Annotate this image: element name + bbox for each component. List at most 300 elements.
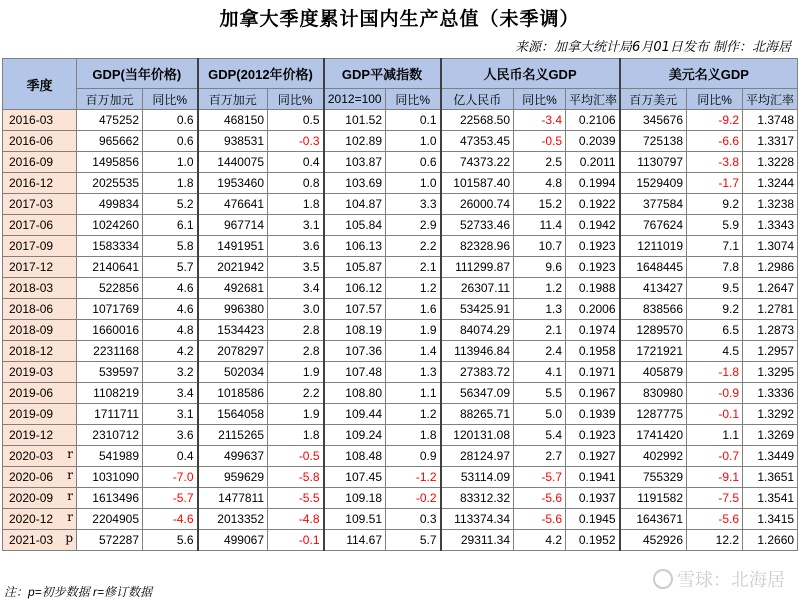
quarter-label: 2016-03 <box>9 113 54 127</box>
data-cell: 1741420 <box>620 425 687 446</box>
quarter-label: 2018-09 <box>9 323 54 337</box>
data-cell: 1108219 <box>77 383 143 404</box>
data-cell: 2.8 <box>268 341 324 362</box>
table-row <box>3 383 798 404</box>
data-cell: 1130797 <box>620 152 687 173</box>
data-cell: 103.87 <box>324 152 386 173</box>
data-cell: 1.0 <box>386 131 441 152</box>
data-cell: 1031090 <box>77 467 143 488</box>
data-cell: 0.2106 <box>566 110 620 131</box>
quarter-label: 2017-09 <box>9 239 54 253</box>
data-cell: 1.3336 <box>743 383 798 404</box>
quarter-cell <box>3 215 77 236</box>
data-cell: 2021942 <box>198 257 268 278</box>
data-cell: 0.1923 <box>566 236 620 257</box>
data-cell: 101.52 <box>324 110 386 131</box>
data-cell: -4.8 <box>268 509 324 530</box>
quarter-cell <box>3 278 77 299</box>
data-cell: 1.2647 <box>743 278 798 299</box>
watermark-text: 雪球：北海居 <box>677 570 785 591</box>
data-cell: 0.8 <box>268 173 324 194</box>
data-cell: 22568.50 <box>441 110 514 131</box>
quarter-cell <box>3 383 77 404</box>
quarter-cell <box>3 131 77 152</box>
data-cell: 1.3295 <box>743 362 798 383</box>
data-cell: 0.4 <box>268 152 324 173</box>
table-row <box>3 488 798 509</box>
data-cell: 1.9 <box>268 404 324 425</box>
data-cell: 9.6 <box>514 257 566 278</box>
data-cell: 0.1923 <box>566 257 620 278</box>
quarter-label: 2019-12 <box>9 428 54 442</box>
data-cell: 2.4 <box>514 341 566 362</box>
data-cell: 3.2 <box>143 362 198 383</box>
data-cell: 2.2 <box>268 383 324 404</box>
data-cell: 1191582 <box>620 488 687 509</box>
quarter-cell <box>3 509 77 530</box>
table-row <box>3 215 798 236</box>
data-cell: 3.4 <box>143 383 198 404</box>
table-row <box>3 320 798 341</box>
data-cell: -1.8 <box>687 362 743 383</box>
quarter-cell <box>3 341 77 362</box>
quarter-cell <box>3 467 77 488</box>
data-cell: 0.1994 <box>566 173 620 194</box>
subheader-cell: 同比% <box>268 89 324 110</box>
data-cell: 1.3415 <box>743 509 798 530</box>
data-cell: 1.8 <box>268 425 324 446</box>
data-cell: 1.6 <box>386 299 441 320</box>
data-cell: 5.0 <box>514 404 566 425</box>
data-cell: -1.7 <box>687 173 743 194</box>
data-cell: -0.5 <box>268 446 324 467</box>
data-cell: 4.8 <box>514 173 566 194</box>
data-cell: 1.2781 <box>743 299 798 320</box>
data-cell: 56347.09 <box>441 383 514 404</box>
data-cell: 47353.45 <box>441 131 514 152</box>
data-cell: 476641 <box>198 194 268 215</box>
data-cell: 1564058 <box>198 404 268 425</box>
data-cell: 499637 <box>198 446 268 467</box>
quarter-cell <box>3 488 77 509</box>
data-cell: 3.5 <box>268 257 324 278</box>
data-cell: 959629 <box>198 467 268 488</box>
data-cell: 2231168 <box>77 341 143 362</box>
data-cell: 111299.87 <box>441 257 514 278</box>
data-cell: 0.6 <box>143 110 198 131</box>
table-row <box>3 362 798 383</box>
quarter-label: 2019-06 <box>9 386 54 400</box>
data-cell: 26307.11 <box>441 278 514 299</box>
data-cell: 1953460 <box>198 173 268 194</box>
quarter-label: 2020-09 <box>9 491 54 505</box>
data-cell: 0.9 <box>386 446 441 467</box>
subheader-cell: 同比% <box>143 89 198 110</box>
quarter-cell <box>3 404 77 425</box>
data-cell: 6.5 <box>687 320 743 341</box>
data-cell: 6.1 <box>143 215 198 236</box>
subheader-cell: 2012=100 <box>324 89 386 110</box>
data-cell: -5.7 <box>143 488 198 509</box>
data-cell: 996380 <box>198 299 268 320</box>
table-row <box>3 131 798 152</box>
data-cell: 5.6 <box>143 530 198 551</box>
data-cell: 9.2 <box>687 194 743 215</box>
header-gdp-usd: 美元名义GDP <box>620 59 798 89</box>
subheader-cell: 同比% <box>514 89 566 110</box>
data-cell: 1.3541 <box>743 488 798 509</box>
data-cell: 1.9 <box>386 320 441 341</box>
gdp-table <box>2 58 798 551</box>
data-cell: -0.5 <box>514 131 566 152</box>
data-cell: 2078297 <box>198 341 268 362</box>
data-cell: 103.69 <box>324 173 386 194</box>
data-cell: 755329 <box>620 467 687 488</box>
data-cell: -0.2 <box>386 488 441 509</box>
data-cell: 2025535 <box>77 173 143 194</box>
table-row <box>3 404 798 425</box>
data-cell: 1.3343 <box>743 215 798 236</box>
data-cell: 2.2 <box>386 236 441 257</box>
data-cell: 2204905 <box>77 509 143 530</box>
data-cell: 3.1 <box>268 215 324 236</box>
data-cell: 0.1967 <box>566 383 620 404</box>
data-cell: -0.9 <box>687 383 743 404</box>
data-cell: 1.2 <box>514 278 566 299</box>
quarter-cell <box>3 299 77 320</box>
data-cell: 3.0 <box>268 299 324 320</box>
data-cell: 1.3269 <box>743 425 798 446</box>
data-cell: 725138 <box>620 131 687 152</box>
header-gdp-2012: GDP(2012年价格) <box>198 59 324 89</box>
data-cell: 0.1958 <box>566 341 620 362</box>
data-cell: 107.36 <box>324 341 386 362</box>
data-cell: 1495856 <box>77 152 143 173</box>
data-cell: 767624 <box>620 215 687 236</box>
quarter-cell <box>3 257 77 278</box>
quarter-cell <box>3 530 77 551</box>
data-cell: 52733.46 <box>441 215 514 236</box>
data-cell: 0.2039 <box>566 131 620 152</box>
data-cell: 1.8 <box>143 173 198 194</box>
data-cell: -1.2 <box>386 467 441 488</box>
data-cell: 0.1942 <box>566 215 620 236</box>
data-cell: 967714 <box>198 215 268 236</box>
data-cell: 4.2 <box>514 530 566 551</box>
data-cell: 1.2 <box>386 404 441 425</box>
data-cell: 1287775 <box>620 404 687 425</box>
quarter-label: 2017-12 <box>9 260 54 274</box>
revision-flag: r <box>67 510 73 524</box>
watermark <box>653 566 785 592</box>
data-cell: 2013352 <box>198 509 268 530</box>
footnote: 注：p=初步数据 r=修订数据 <box>4 585 153 599</box>
data-cell: 84074.29 <box>441 320 514 341</box>
data-cell: 105.87 <box>324 257 386 278</box>
data-cell: -3.4 <box>514 110 566 131</box>
quarter-label: 2016-06 <box>9 134 54 148</box>
quarter-label: 2019-03 <box>9 365 54 379</box>
data-cell: 1.3 <box>514 299 566 320</box>
data-cell: 5.8 <box>143 236 198 257</box>
data-cell: -4.6 <box>143 509 198 530</box>
data-cell: -0.1 <box>687 404 743 425</box>
data-cell: 101587.40 <box>441 173 514 194</box>
subheader-cell: 百万美元 <box>620 89 687 110</box>
data-cell: 413427 <box>620 278 687 299</box>
data-cell: 28124.97 <box>441 446 514 467</box>
data-cell: 104.87 <box>324 194 386 215</box>
subheader-cell: 平均汇率 <box>743 89 798 110</box>
header-gdp-deflator: GDP平减指数 <box>324 59 441 89</box>
data-cell: 5.7 <box>386 530 441 551</box>
data-cell: 1583334 <box>77 236 143 257</box>
data-cell: 11.4 <box>514 215 566 236</box>
data-cell: 108.19 <box>324 320 386 341</box>
data-cell: 5.2 <box>143 194 198 215</box>
data-cell: 88265.71 <box>441 404 514 425</box>
data-cell: 4.1 <box>514 362 566 383</box>
data-cell: 2.1 <box>386 257 441 278</box>
data-cell: 1711711 <box>77 404 143 425</box>
data-cell: 1.9 <box>268 362 324 383</box>
data-cell: -5.7 <box>514 467 566 488</box>
data-cell: 1.1 <box>687 425 743 446</box>
data-cell: 2140641 <box>77 257 143 278</box>
subheader-cell: 同比% <box>386 89 441 110</box>
data-cell: -5.8 <box>268 467 324 488</box>
data-cell: -0.3 <box>268 131 324 152</box>
data-cell: -5.6 <box>687 509 743 530</box>
data-cell: 0.1937 <box>566 488 620 509</box>
quarter-label: 2016-12 <box>9 176 54 190</box>
data-cell: 345676 <box>620 110 687 131</box>
data-cell: 2115265 <box>198 425 268 446</box>
data-cell: 1.3748 <box>743 110 798 131</box>
table-row <box>3 509 798 530</box>
quarter-cell <box>3 446 77 467</box>
data-cell: 475252 <box>77 110 143 131</box>
data-cell: 113374.34 <box>441 509 514 530</box>
quarter-label: 2020-03 <box>9 449 54 463</box>
data-cell: 9.5 <box>687 278 743 299</box>
table-row <box>3 341 798 362</box>
data-cell: 82328.96 <box>441 236 514 257</box>
data-cell: 113946.84 <box>441 341 514 362</box>
header-gdp-current: GDP(当年价格) <box>77 59 198 89</box>
quarter-label: 2017-06 <box>9 218 54 232</box>
data-cell: 107.45 <box>324 467 386 488</box>
data-cell: 5.4 <box>514 425 566 446</box>
data-cell: 1.2 <box>386 278 441 299</box>
table-row <box>3 467 798 488</box>
data-cell: 3.3 <box>386 194 441 215</box>
data-cell: 1.3238 <box>743 194 798 215</box>
data-cell: 4.2 <box>143 341 198 362</box>
data-cell: 522856 <box>77 278 143 299</box>
data-cell: 1.3449 <box>743 446 798 467</box>
subheader-cell: 平均汇率 <box>566 89 620 110</box>
data-cell: 3.6 <box>268 236 324 257</box>
quarter-label: 2017-03 <box>9 197 54 211</box>
data-cell: 83312.32 <box>441 488 514 509</box>
revision-flag: r <box>67 447 73 461</box>
data-cell: 108.48 <box>324 446 386 467</box>
data-cell: 1.3317 <box>743 131 798 152</box>
data-cell: 109.51 <box>324 509 386 530</box>
data-cell: 27383.72 <box>441 362 514 383</box>
data-cell: 1.4 <box>386 341 441 362</box>
data-cell: 74373.22 <box>441 152 514 173</box>
subheader-cell: 亿人民币 <box>441 89 514 110</box>
data-cell: 0.3 <box>386 509 441 530</box>
table-row <box>3 278 798 299</box>
data-cell: 2.5 <box>514 152 566 173</box>
data-cell: 938531 <box>198 131 268 152</box>
data-cell: 1018586 <box>198 383 268 404</box>
data-cell: 1534423 <box>198 320 268 341</box>
data-cell: 1648445 <box>620 257 687 278</box>
data-cell: 5.9 <box>687 215 743 236</box>
data-cell: 502034 <box>198 362 268 383</box>
data-cell: 1.3074 <box>743 236 798 257</box>
source-note: 来源：加拿大统计局6月01日发布 制作：北海居 <box>515 40 791 55</box>
revision-flag: r <box>67 468 73 482</box>
table-body <box>3 110 798 551</box>
table-header <box>3 59 798 110</box>
data-cell: 0.1974 <box>566 320 620 341</box>
table-row <box>3 299 798 320</box>
data-cell: 1.3292 <box>743 404 798 425</box>
data-cell: 107.57 <box>324 299 386 320</box>
data-cell: 5.5 <box>514 383 566 404</box>
data-cell: -9.2 <box>687 110 743 131</box>
data-cell: 4.6 <box>143 278 198 299</box>
data-cell: 120131.08 <box>441 425 514 446</box>
quarter-cell <box>3 320 77 341</box>
data-cell: 541989 <box>77 446 143 467</box>
data-cell: 539597 <box>77 362 143 383</box>
data-cell: 0.1988 <box>566 278 620 299</box>
data-cell: 1.0 <box>143 152 198 173</box>
data-cell: 2.1 <box>514 320 566 341</box>
data-cell: 1643671 <box>620 509 687 530</box>
quarter-label: 2021-03 <box>9 533 54 547</box>
snowball-logo-icon <box>653 569 673 589</box>
data-cell: 1.8 <box>268 194 324 215</box>
gdp-table-container <box>2 58 797 551</box>
data-cell: 0.1927 <box>566 446 620 467</box>
data-cell: 1491951 <box>198 236 268 257</box>
header-quarter: 季度 <box>3 59 77 110</box>
data-cell: 2.9 <box>386 215 441 236</box>
data-cell: 0.1923 <box>566 425 620 446</box>
quarter-label: 2020-12 <box>9 512 54 526</box>
data-cell: -5.6 <box>514 509 566 530</box>
data-cell: 3.1 <box>143 404 198 425</box>
data-cell: 1.8 <box>386 425 441 446</box>
data-cell: 1.0 <box>386 173 441 194</box>
data-cell: 0.1922 <box>566 194 620 215</box>
data-cell: 1.1 <box>386 383 441 404</box>
data-cell: 468150 <box>198 110 268 131</box>
table-row <box>3 446 798 467</box>
data-cell: 1289570 <box>620 320 687 341</box>
data-cell: 7.1 <box>687 236 743 257</box>
data-cell: 26000.74 <box>441 194 514 215</box>
data-cell: 0.5 <box>268 110 324 131</box>
data-cell: 7.8 <box>687 257 743 278</box>
subheader-cell: 同比% <box>687 89 743 110</box>
data-cell: 0.1945 <box>566 509 620 530</box>
subheader-cell: 百万加元 <box>77 89 143 110</box>
quarter-label: 2018-06 <box>9 302 54 316</box>
data-cell: 109.44 <box>324 404 386 425</box>
data-cell: 15.2 <box>514 194 566 215</box>
data-cell: -9.1 <box>687 467 743 488</box>
data-cell: 499834 <box>77 194 143 215</box>
quarter-cell <box>3 110 77 131</box>
data-cell: -3.8 <box>687 152 743 173</box>
data-cell: 3.6 <box>143 425 198 446</box>
revision-flag: p <box>65 531 73 545</box>
data-cell: 838566 <box>620 299 687 320</box>
data-cell: 1.2660 <box>743 530 798 551</box>
data-cell: 53425.91 <box>441 299 514 320</box>
data-cell: 0.1939 <box>566 404 620 425</box>
table-row <box>3 257 798 278</box>
data-cell: 1477811 <box>198 488 268 509</box>
table-row <box>3 173 798 194</box>
data-cell: 109.24 <box>324 425 386 446</box>
table-row <box>3 110 798 131</box>
data-cell: 1529409 <box>620 173 687 194</box>
data-cell: 0.2006 <box>566 299 620 320</box>
table-row <box>3 152 798 173</box>
revision-flag: r <box>67 489 73 503</box>
data-cell: 1660016 <box>77 320 143 341</box>
data-cell: 499067 <box>198 530 268 551</box>
data-cell: 1.3 <box>386 362 441 383</box>
data-cell: 0.6 <box>143 131 198 152</box>
data-cell: -0.7 <box>687 446 743 467</box>
subheader-cell: 百万加元 <box>198 89 268 110</box>
data-cell: 1.2986 <box>743 257 798 278</box>
data-cell: 12.2 <box>687 530 743 551</box>
data-cell: 0.4 <box>143 446 198 467</box>
data-cell: 4.6 <box>143 299 198 320</box>
data-cell: 9.2 <box>687 299 743 320</box>
data-cell: 1440075 <box>198 152 268 173</box>
data-cell: 109.18 <box>324 488 386 509</box>
data-cell: 29311.34 <box>441 530 514 551</box>
data-cell: 1.3651 <box>743 467 798 488</box>
data-cell: 830980 <box>620 383 687 404</box>
data-cell: 106.13 <box>324 236 386 257</box>
quarter-label: 2018-03 <box>9 281 54 295</box>
data-cell: 0.1 <box>386 110 441 131</box>
data-cell: 1.3228 <box>743 152 798 173</box>
table-row <box>3 530 798 551</box>
data-cell: 3.4 <box>268 278 324 299</box>
data-cell: -6.6 <box>687 131 743 152</box>
quarter-label: 2020-06 <box>9 470 54 484</box>
data-cell: 405879 <box>620 362 687 383</box>
data-cell: 0.1941 <box>566 467 620 488</box>
data-cell: 492681 <box>198 278 268 299</box>
data-cell: 1.2957 <box>743 341 798 362</box>
data-cell: 102.89 <box>324 131 386 152</box>
